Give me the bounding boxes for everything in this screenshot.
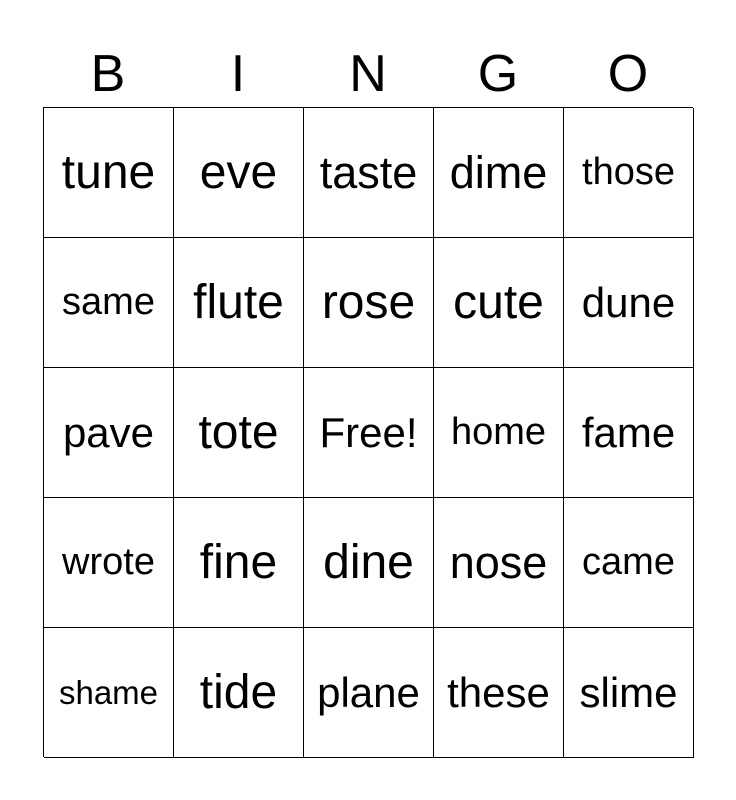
bingo-cell[interactable]: shame [44,628,174,758]
bingo-cell[interactable]: plane [304,628,434,758]
bingo-cell[interactable]: flute [174,238,304,368]
bingo-cell[interactable]: pave [44,368,174,498]
bingo-cell[interactable]: tune [44,108,174,238]
bingo-cell[interactable]: dine [304,498,434,628]
bingo-cell[interactable]: taste [304,108,434,238]
header-letter-o: O [607,45,649,103]
header-letter-i: I [230,45,246,103]
bingo-cell[interactable]: cute [434,238,564,368]
bingo-cell[interactable]: dime [434,108,564,238]
bingo-cell[interactable]: rose [304,238,434,368]
bingo-cell[interactable]: same [44,238,174,368]
bingo-cell[interactable]: came [564,498,694,628]
free-space-cell[interactable]: Free! [304,368,434,498]
bingo-cell[interactable]: home [434,368,564,498]
bingo-cell[interactable]: dune [564,238,694,368]
bingo-cell[interactable]: eve [174,108,304,238]
bingo-header [43,40,693,108]
bingo-cell[interactable]: fine [174,498,304,628]
bingo-cell[interactable]: wrote [44,498,174,628]
bingo-cell[interactable]: fame [564,368,694,498]
header-letter-g: G [477,45,519,103]
bingo-cell[interactable]: tide [174,628,304,758]
header-letter-b: B [90,45,126,103]
bingo-cell[interactable]: these [434,628,564,758]
bingo-cell[interactable]: those [564,108,694,238]
bingo-cell[interactable]: nose [434,498,564,628]
bingo-board [43,107,693,757]
header-letter-n: N [349,45,387,103]
bingo-cell[interactable]: slime [564,628,694,758]
bingo-cell[interactable]: tote [174,368,304,498]
